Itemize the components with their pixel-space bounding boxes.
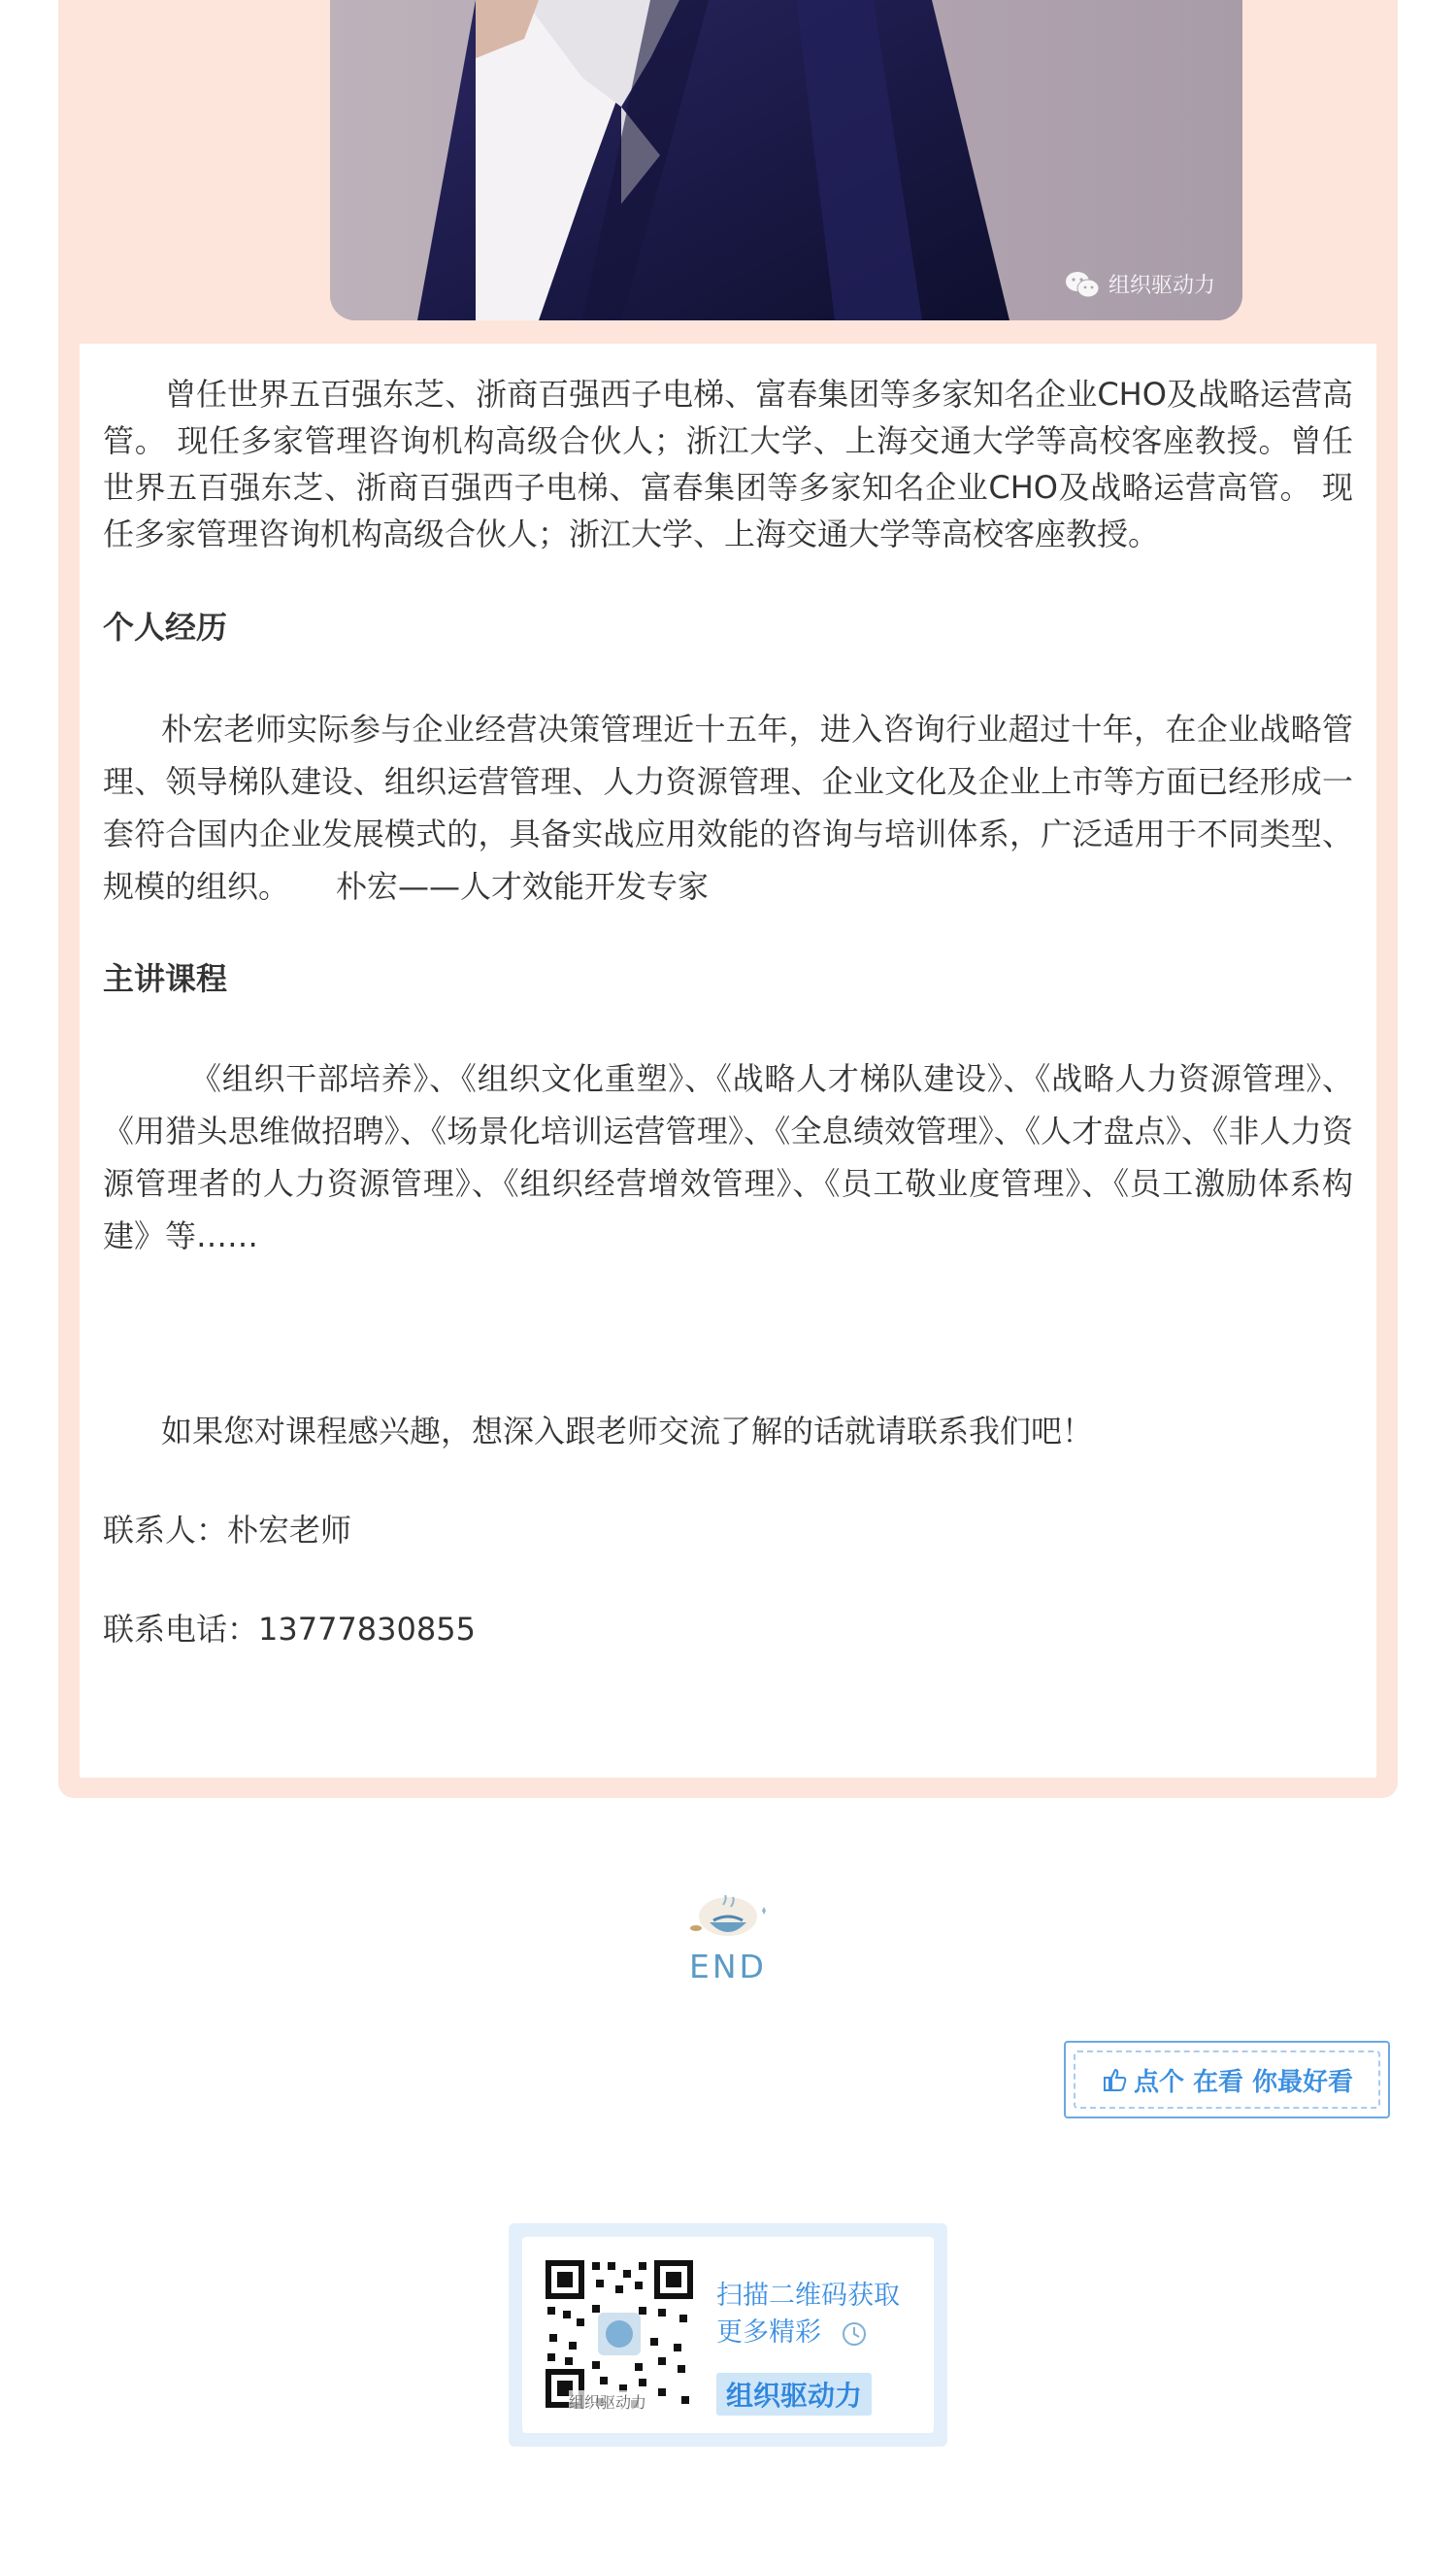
teacup-icon (684, 1895, 772, 1942)
watermark-text: 组织驱动力 (1108, 274, 1215, 298)
experience-heading: 个人经历 (103, 609, 228, 646)
qr-line-1: 扫描二维码获取 (716, 2281, 900, 2311)
contact-person: 联系人：朴宏老师 (103, 1512, 352, 1549)
wechat-icon (1064, 270, 1101, 299)
courses-heading: 主讲课程 (103, 960, 228, 997)
qr-line-2: 更多精彩 (716, 2317, 821, 2348)
qr-code[interactable] (542, 2256, 697, 2412)
qr-line-2-wrap (716, 2315, 900, 2351)
qr-brand: 组织驱动力 (716, 2373, 872, 2416)
like-button[interactable] (1064, 2041, 1390, 2118)
photo-watermark (1064, 269, 1215, 299)
intro-paragraph: 曾任世界五百强东芝、浙商百强西子电梯、富春集团等多家知名企业CHO及战略运营高管。 现任多家管理咨询机构高级合伙人；浙江大学、上海交通大学等高校客座教授。曾任世界五百强东芝、浙商百强西子电梯、富春集团等多家知名企业CHO及战略运营高管。 现任多家管理咨询机构高级合伙人；浙江大学、上海交通大学等高校客座教授。 (103, 376, 1353, 552)
teacher-photo (330, 0, 1242, 320)
qr-prompt (716, 2278, 900, 2351)
invite-paragraph: 如果您对课程感兴趣，想深入跟老师交流了解的话就请联系我们吧！ (161, 1413, 1094, 1450)
article-content (80, 344, 1376, 1778)
contact-phone: 联系电话：13777830855 (103, 1611, 476, 1648)
article-frame (58, 0, 1398, 1798)
qr-caption: 组织驱动力 (569, 2390, 646, 2413)
qr-card (509, 2223, 947, 2447)
experience-paragraph: 朴宏老师实际参与企业经营决策管理近十五年，进入咨询行业超过十年，在企业战略管理、领导梯队建设、组织运营管理、人力资源管理、企业文化及企业上市等方面已经形成一套符合国内企业发展模式的，具备实战应用效能的咨询与培训体系，广泛适用于不同类型、规模的组织。 朴宏——人才效能开发专家 (103, 711, 1353, 905)
courses-paragraph: 《组织干部培养》、《组织文化重塑》、《战略人才梯队建设》、《战略人力资源管理》、《用猎头思维做招聘》、《场景化培训运营管理》、《全息绩效管理》、《人才盘点》、《非人力资源管理者的人力资源管理》、《组织经营增效管理》、《员工敬业度管理》、《员工激励体系构建》等…… (103, 1060, 1353, 1254)
like-label: 点个 在看 你最好看 (1133, 2067, 1354, 2097)
clock-icon (840, 2319, 869, 2349)
like-border (1074, 2050, 1380, 2109)
end-marker (0, 1895, 1456, 1985)
qr-inner (522, 2237, 934, 2433)
end-label: END (689, 1948, 767, 1985)
